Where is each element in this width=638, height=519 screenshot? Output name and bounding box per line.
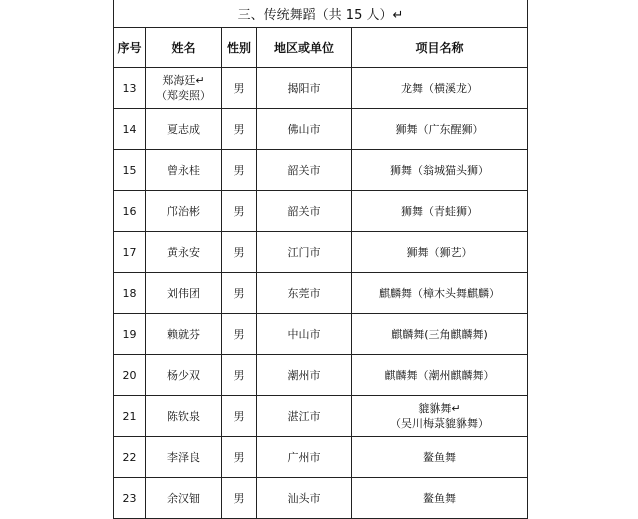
table-row [114, 109, 528, 150]
cell-no [114, 191, 146, 232]
project-value: 龙舞（横溪龙） [401, 81, 479, 95]
name-value: 曾永桂 [167, 163, 200, 177]
dance-table-sheet [113, 0, 527, 519]
cell-name [146, 150, 222, 191]
name-value: 赖就芬 [167, 327, 200, 341]
name-value: 陈钦泉 [167, 409, 200, 423]
region-value: 广州市 [287, 450, 321, 464]
gender-value: 男 [233, 286, 245, 300]
gender-value: 男 [233, 491, 245, 505]
cell-region [257, 232, 352, 273]
project-value: 狮舞（翁城猫头狮） [390, 163, 490, 177]
header-no: 序号 [114, 28, 146, 68]
no-value: 14 [122, 122, 137, 136]
cell-gender [222, 437, 257, 478]
table-row [114, 150, 528, 191]
cell-name [146, 478, 222, 519]
region-value: 江门市 [287, 245, 321, 259]
table-row [114, 355, 528, 396]
table-row [114, 478, 528, 519]
region-value: 中山市 [287, 327, 321, 341]
name-value: 黄永安 [167, 245, 200, 259]
no-value: 16 [122, 204, 137, 218]
gender-value: 男 [233, 245, 245, 259]
name-line-1: 郑海廷↵ [162, 74, 205, 87]
region-value: 东莞市 [287, 286, 321, 300]
region-value: 韶关市 [287, 163, 321, 177]
cell-gender [222, 314, 257, 355]
region-value: 潮州市 [287, 368, 321, 382]
cell-name [146, 191, 222, 232]
cell-project [352, 478, 528, 519]
cell-name [146, 273, 222, 314]
region-value: 佛山市 [287, 122, 321, 136]
cell-region [257, 273, 352, 314]
gender-value: 男 [233, 163, 245, 177]
cell-no [114, 68, 146, 109]
cell-no [114, 232, 146, 273]
table-row [114, 68, 528, 109]
cell-project [352, 232, 528, 273]
cell-no [114, 273, 146, 314]
cell-name [146, 355, 222, 396]
no-value: 21 [122, 409, 137, 423]
cell-region [257, 109, 352, 150]
cell-name [146, 314, 222, 355]
cell-no [114, 109, 146, 150]
no-value: 15 [122, 163, 137, 177]
name-value: 余汉钿 [167, 491, 200, 505]
cell-gender [222, 191, 257, 232]
cell-no [114, 437, 146, 478]
project-line-1: 貔貅舞↵ [418, 402, 461, 415]
table-row [114, 232, 528, 273]
cell-project [352, 396, 528, 437]
cell-no [114, 355, 146, 396]
cell-name [146, 232, 222, 273]
cell-no [114, 478, 146, 519]
cell-gender [222, 109, 257, 150]
gender-value: 男 [233, 204, 245, 218]
project-value: 麒麟舞（樟木头舞麒麟） [379, 286, 501, 300]
cell-project [352, 437, 528, 478]
project-value: 狮舞（广东醒狮） [395, 122, 484, 136]
project-value: 狮舞（狮艺） [406, 245, 473, 259]
cell-project [352, 109, 528, 150]
cell-project [352, 68, 528, 109]
project-value: 鳌鱼舞 [423, 491, 457, 505]
name-value: 邝治彬 [167, 204, 200, 218]
table-title: 三、传统舞蹈（共 15 人）↵ [114, 0, 528, 28]
name-value: 夏志成 [167, 122, 200, 136]
table-row [114, 437, 528, 478]
cell-region [257, 68, 352, 109]
name-value: 李泽良 [167, 450, 200, 464]
cell-no [114, 314, 146, 355]
cell-region [257, 150, 352, 191]
cell-name [146, 396, 222, 437]
name-value: 杨少双 [167, 368, 200, 382]
no-value: 22 [122, 450, 137, 464]
cell-gender [222, 68, 257, 109]
table-row [114, 191, 528, 232]
cell-gender [222, 396, 257, 437]
cell-project [352, 314, 528, 355]
region-value: 汕头市 [287, 491, 321, 505]
no-value: 19 [122, 327, 137, 341]
cell-project [352, 150, 528, 191]
header-name: 姓名 [146, 28, 222, 68]
cell-region [257, 191, 352, 232]
gender-value: 男 [233, 450, 245, 464]
cell-gender [222, 273, 257, 314]
no-value: 17 [122, 245, 137, 259]
gender-value: 男 [233, 409, 245, 423]
region-value: 湛江市 [287, 409, 321, 423]
cell-project [352, 355, 528, 396]
gender-value: 男 [233, 368, 245, 382]
cell-name [146, 68, 222, 109]
no-value: 13 [122, 81, 137, 95]
no-value: 23 [122, 491, 137, 505]
gender-value: 男 [233, 81, 245, 95]
inheritors-table [113, 0, 528, 519]
name-value: 刘伟团 [167, 286, 200, 300]
cell-gender [222, 478, 257, 519]
project-value: 鳌鱼舞 [423, 450, 457, 464]
gender-value: 男 [233, 327, 245, 341]
cell-name [146, 437, 222, 478]
cell-gender [222, 150, 257, 191]
cell-gender [222, 355, 257, 396]
header-row [114, 28, 528, 68]
no-value: 18 [122, 286, 137, 300]
cell-name [146, 109, 222, 150]
cell-region [257, 437, 352, 478]
cell-region [257, 478, 352, 519]
project-value: 麒麟舞(三角麒麟舞) [391, 327, 488, 341]
cell-no [114, 150, 146, 191]
cell-region [257, 314, 352, 355]
project-line-2: （吴川梅菉貔貅舞） [390, 417, 490, 430]
cell-project [352, 191, 528, 232]
project-value: 麒麟舞（潮州麒麟舞） [384, 368, 495, 382]
region-value: 韶关市 [287, 204, 321, 218]
cell-gender [222, 232, 257, 273]
header-gender: 性别 [222, 28, 257, 68]
project-value: 狮舞（青蛙狮） [401, 204, 479, 218]
table-row [114, 396, 528, 437]
table-row [114, 273, 528, 314]
table-row [114, 314, 528, 355]
cell-no [114, 396, 146, 437]
cell-project [352, 273, 528, 314]
cell-region [257, 355, 352, 396]
header-region: 地区或单位 [257, 28, 352, 68]
cell-region [257, 396, 352, 437]
header-project: 项目名称 [352, 28, 528, 68]
gender-value: 男 [233, 122, 245, 136]
name-line-2: （郑奕照） [156, 89, 211, 102]
no-value: 20 [122, 368, 137, 382]
region-value: 揭阳市 [287, 81, 321, 95]
